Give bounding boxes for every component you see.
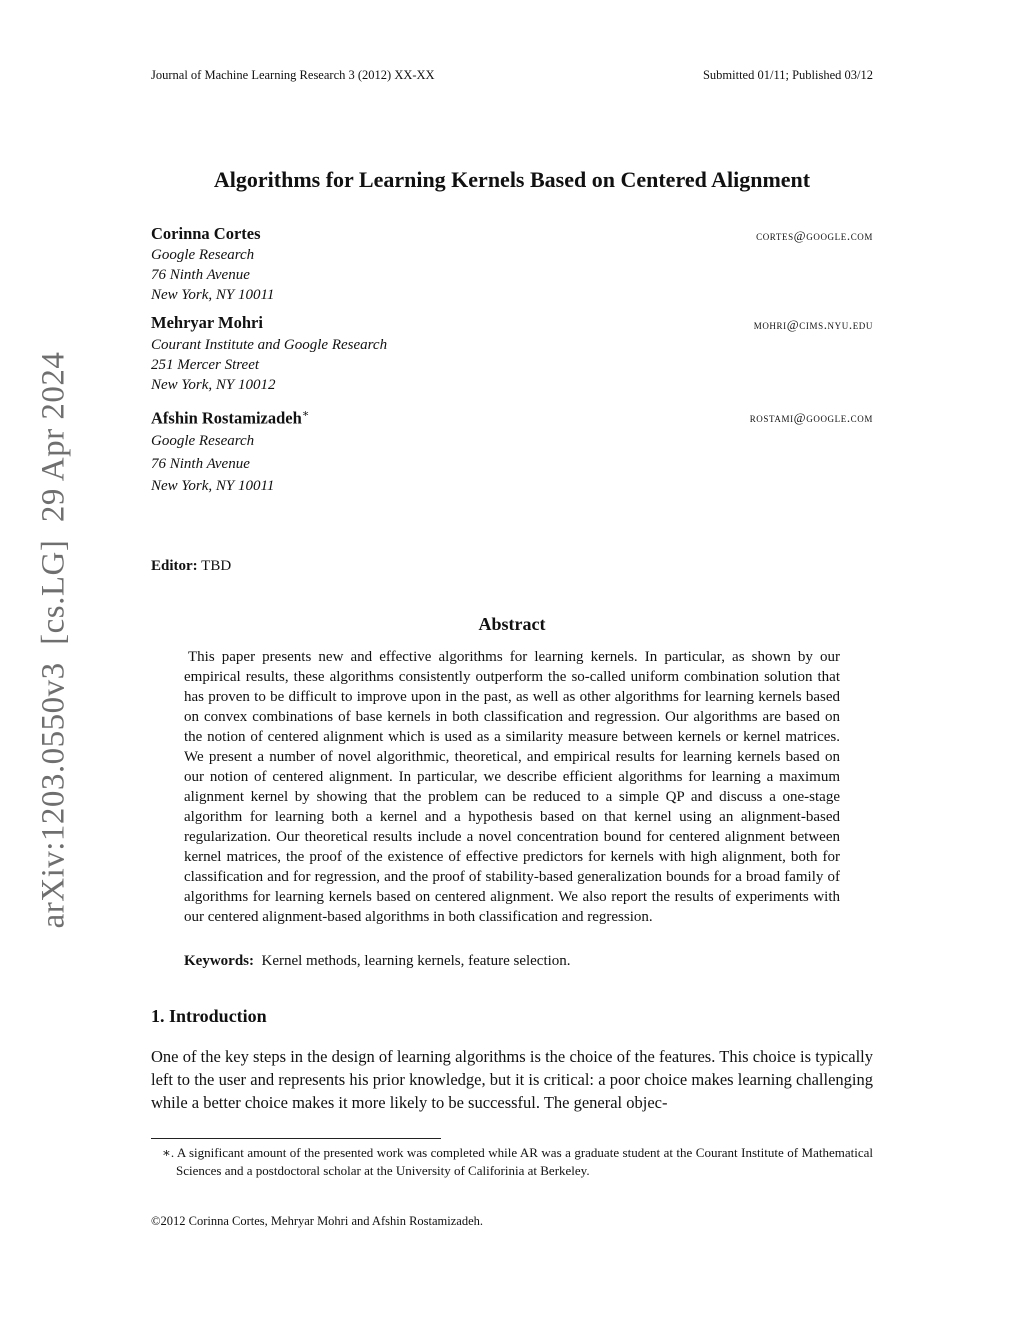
affiliation-line: New York, NY 10011	[151, 478, 275, 494]
author-email[interactable]: mohri@cims.nyu.edu	[753, 317, 873, 332]
affiliation-line: 76 Ninth Avenue	[151, 267, 250, 283]
footnote-marker: ∗.	[162, 1145, 175, 1160]
editor-line	[151, 558, 231, 575]
affiliation-line: New York, NY 10012	[151, 377, 276, 393]
affiliation-line: Google Research	[151, 433, 255, 449]
copyright-line: ©2012 Corinna Cortes, Mehryar Mohri and Afshin Rostamizadeh.	[151, 1214, 484, 1228]
author-name-block	[151, 407, 309, 429]
arxiv-identifier-stamp[interactable]: arXiv:1203.0550v3 [cs.LG] 29 Apr 2024	[35, 351, 72, 929]
author-affiliation	[151, 245, 274, 305]
abstract-text: This paper presents new and effective algorithms for learning kernels. In particular, as shown by our empirical results, these algorithms consistently outperform the so-called uniform combination solution that has proven to be difficult to improve upon in the past, as well as other algorithms for learning kernels based on convex combinations of base kernels in both classification and regression. Our algorithms are based on the notion of centered alignment which is used as a similarity measure between kernels or kernel matrices. We present a number of novel algorithmic, theoretical, and empirical results for learning kernels based on our notion of centered alignment. In particular, we describe efficient algorithms for learning a maximum alignment kernel by showing that the problem can be reduced to a simple QP and discuss a one-stage algorithm for learning both a kernel and a hypothesis based on that kernel using an alignment-based regularization. Our theoretical results include a novel concentration bound for centered alignment between kernel matrices, the proof of the existence of effective predictors for kernels with high alignment, both for classification and for regression, and the proof of stability-based generalization bounds for a broad family of algorithms for learning kernels based on centered alignment. We also report the results of experiments with our centered alignment-based algorithms in both classification and regression.	[184, 649, 840, 925]
running-header-journal: Journal of Machine Learning Research 3 (2012) XX-XX	[151, 68, 435, 82]
author-email[interactable]: cortes@google.com	[756, 228, 873, 243]
affiliation-line: New York, NY 10011	[151, 287, 275, 303]
introduction-text: One of the key steps in the design of learning algorithms is the choice of the features. This choice is typically left to the user and represents his prior knowledge, but it is critical: a poor choice makes learning challenging while a better choice makes it more likely to be successful. The general objec-	[151, 1047, 873, 1112]
author-affiliation	[151, 335, 387, 395]
editor-label: Editor:	[151, 558, 198, 574]
editor-value: TBD	[201, 558, 232, 574]
affiliation-line: 251 Mercer Street	[151, 357, 260, 373]
footnote-text: A significant amount of the presented work was completed while AR was a graduate student at the Courant Institute of Mathematical Sciences and a postdoctoral scholar at the University of Califorinia at Berkeley.	[176, 1145, 873, 1178]
keywords-line	[184, 953, 571, 970]
abstract-heading: Abstract	[478, 614, 546, 634]
footnote	[151, 1144, 873, 1180]
paper-title: Algorithms for Learning Kernels Based on Centered Alignment	[213, 167, 811, 192]
running-header-dates: Submitted 01/11; Published 03/12	[702, 68, 873, 82]
footnote-marker: ∗	[301, 408, 310, 420]
footnote-rule	[151, 1138, 441, 1139]
section-heading: 1. Introduction	[151, 1006, 267, 1026]
affiliation-line: Google Research	[151, 247, 255, 263]
affiliation-line: 76 Ninth Avenue	[151, 455, 250, 472]
author-email[interactable]: rostami@google.com	[749, 410, 873, 425]
author-name: Mehryar Mohri	[151, 313, 263, 332]
author-affiliation	[151, 430, 274, 498]
author-name: Afshin Rostamizadeh	[151, 408, 302, 428]
keywords-label: Keywords:	[184, 953, 254, 969]
author-name: Corinna Cortes	[151, 224, 261, 243]
keywords-value: Kernel methods, learning kernels, feature selection.	[261, 953, 571, 969]
affiliation-line: Courant Institute and Google Research	[151, 337, 388, 353]
